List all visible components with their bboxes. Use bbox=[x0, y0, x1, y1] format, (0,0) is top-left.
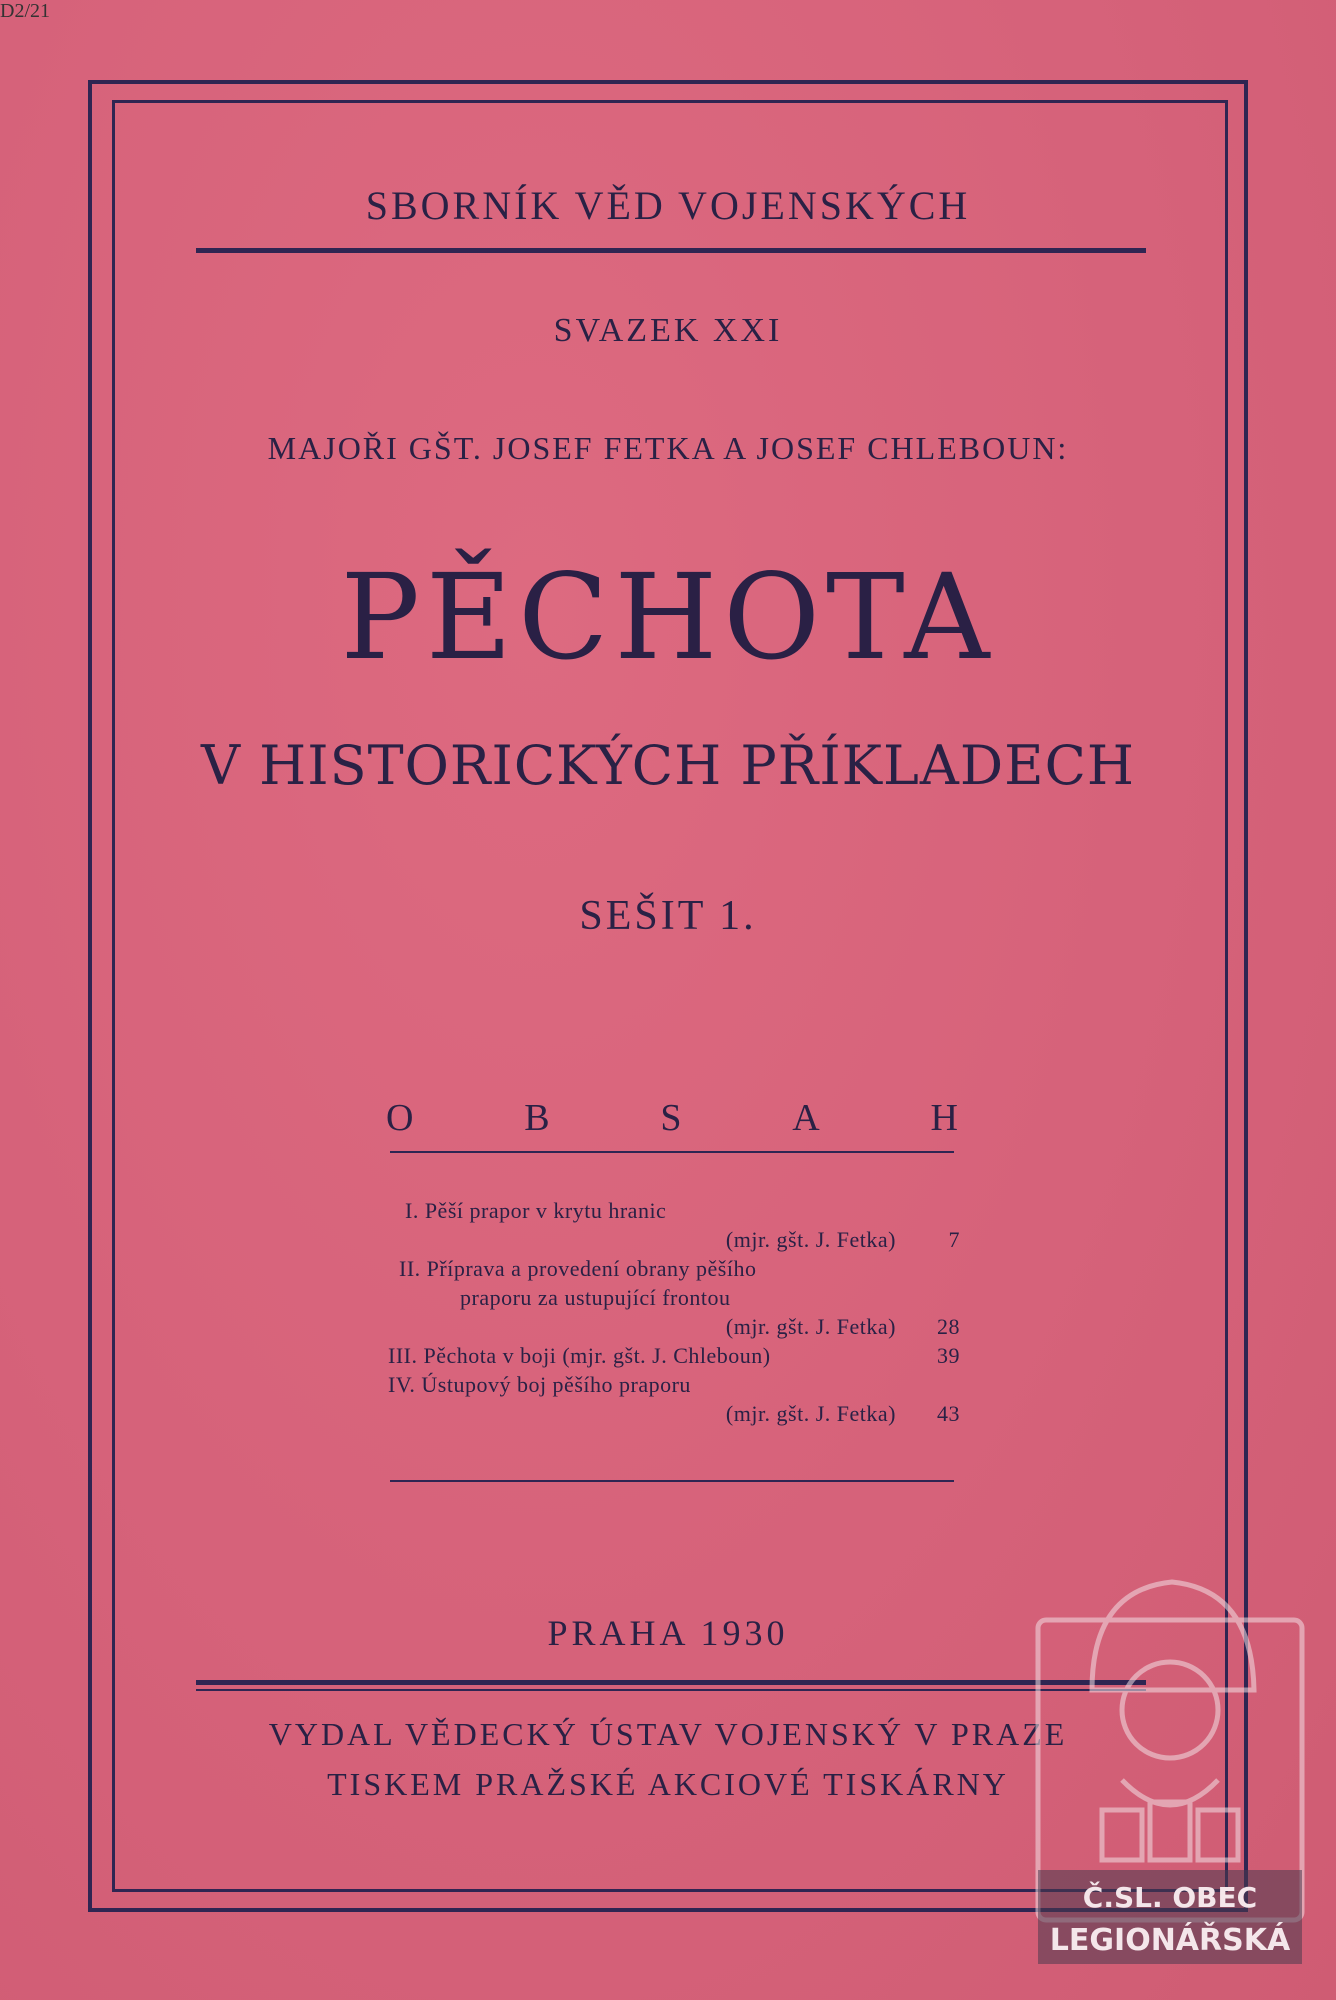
contents-letter: A bbox=[792, 1097, 820, 1139]
toc-entry-4-author bbox=[380, 1399, 960, 1428]
table-of-contents bbox=[380, 1196, 960, 1428]
corner-shelf-mark: D2/21 bbox=[0, 0, 50, 22]
toc-entry-title: III. Pěchota v boji (mjr. gšt. J. Chleboun) bbox=[388, 1343, 771, 1368]
stamp-line-1: Č.SL. OBEC bbox=[1082, 1881, 1258, 1914]
toc-entry-title: I. Pěší prapor v krytu hranic bbox=[405, 1198, 667, 1223]
contents-heading bbox=[386, 1096, 958, 1140]
contents-bottom-rule bbox=[390, 1480, 954, 1482]
toc-entry-page: 43 bbox=[937, 1401, 960, 1426]
contents-letter: S bbox=[660, 1097, 682, 1139]
toc-entry-1-title bbox=[380, 1196, 960, 1225]
toc-entry-page: 28 bbox=[937, 1314, 960, 1339]
printer-line: TISKEM PRAŽSKÉ AKCIOVÉ TISKÁRNY bbox=[327, 1766, 1009, 1802]
toc-entry-title: II. Příprava a provedení obrany pěšího bbox=[399, 1256, 757, 1281]
series-title: SBORNÍK VĚD VOJENSKÝCH bbox=[365, 183, 971, 228]
toc-entry-1-author bbox=[380, 1225, 960, 1254]
toc-entry-page: 39 bbox=[937, 1343, 960, 1368]
toc-entry-3-title bbox=[380, 1341, 960, 1370]
contents-rule bbox=[390, 1151, 954, 1153]
contents-letter: H bbox=[930, 1097, 958, 1139]
authors-line: MAJOŘI GŠT. JOSEF FETKA A JOSEF CHLEBOUN: bbox=[267, 430, 1069, 466]
bottom-rule bbox=[196, 1680, 1146, 1685]
toc-entry-author: (mjr. gšt. J. Fetka) bbox=[725, 1401, 896, 1426]
contents-letter: O bbox=[386, 1097, 414, 1139]
stamp-line-2: LEGIONÁŘSKÁ bbox=[1049, 1923, 1291, 1958]
issue-label: SEŠIT 1. bbox=[579, 893, 757, 939]
contents-letter: B bbox=[524, 1097, 550, 1139]
toc-entry-title: IV. Ústupový boj pěšího praporu bbox=[388, 1372, 691, 1397]
toc-entry-author: (mjr. gšt. J. Fetka) bbox=[725, 1314, 896, 1339]
toc-entry-2-author bbox=[380, 1312, 960, 1341]
publisher-line: VYDAL VĚDECKÝ ÚSTAV VOJENSKÝ V PRAZE bbox=[268, 1716, 1068, 1752]
toc-entry-title-cont: praporu za ustupující frontou bbox=[460, 1285, 731, 1310]
toc-entry-author: (mjr. gšt. J. Fetka) bbox=[725, 1227, 896, 1252]
volume-label: SVAZEK XXI bbox=[553, 312, 783, 349]
place-year: PRAHA 1930 bbox=[547, 1613, 789, 1653]
toc-entry-4-title bbox=[380, 1370, 960, 1399]
toc-entry-2-title bbox=[380, 1254, 960, 1283]
top-rule bbox=[196, 248, 1146, 253]
toc-entry-2-title-cont bbox=[380, 1283, 960, 1312]
legion-stamp-icon bbox=[1032, 1530, 1308, 1970]
subtitle: V HISTORICKÝCH PŘÍKLADECH bbox=[201, 734, 1135, 797]
main-title: PĚCHOTA bbox=[340, 548, 996, 686]
toc-entry-page: 7 bbox=[948, 1227, 960, 1252]
bottom-rule-thin bbox=[196, 1689, 1146, 1691]
